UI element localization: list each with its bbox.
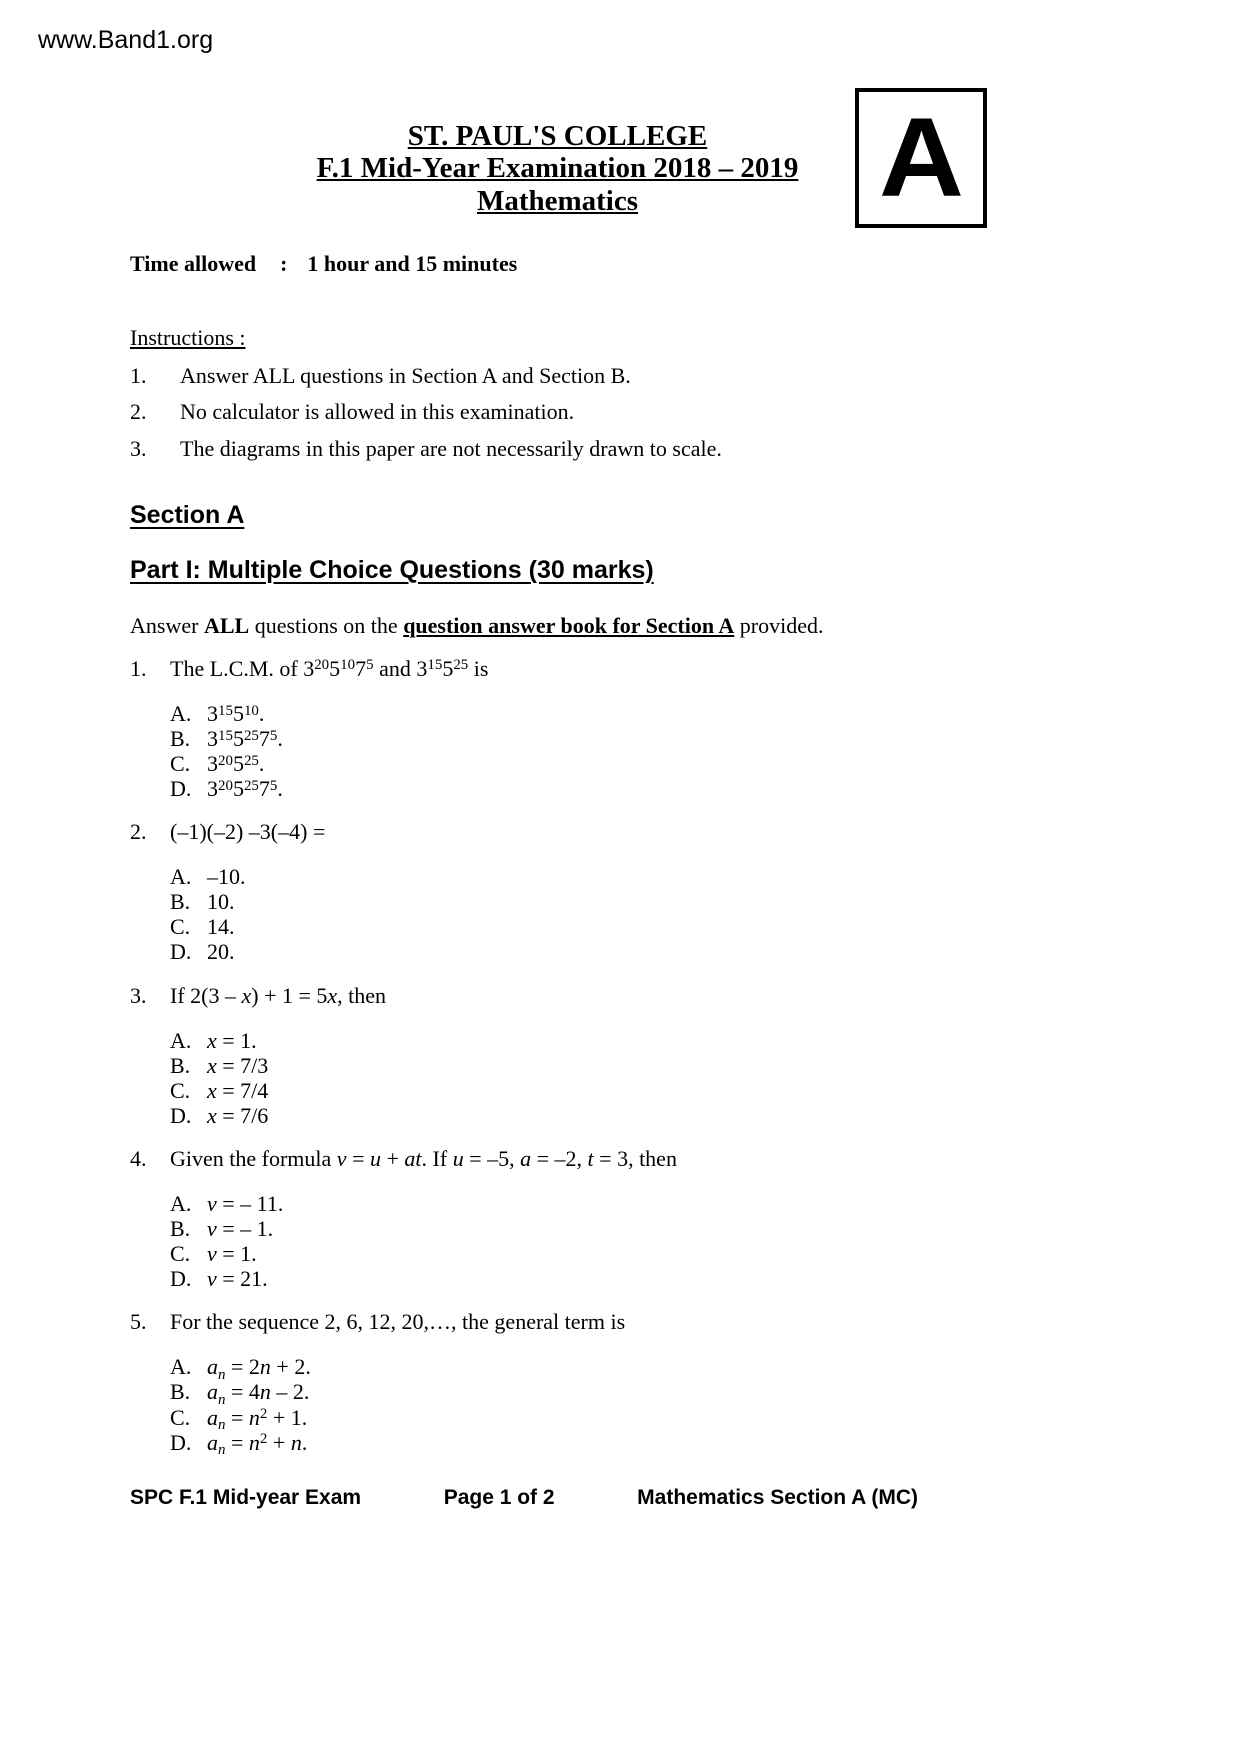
title-subject: Mathematics (476, 184, 639, 217)
option-row (170, 1266, 1130, 1291)
option-row (170, 864, 1130, 889)
option-text: 14. (207, 914, 235, 940)
option-text: $3^{20}5^{25}7^5$. (207, 776, 283, 802)
option-label: A. (170, 864, 192, 890)
option-label: D. (170, 1102, 192, 1128)
option-text: 10. (207, 889, 235, 915)
option-row (170, 751, 1130, 776)
option-label: A. (170, 1190, 192, 1216)
footer-center: Page 1 of 2 (443, 1486, 555, 1509)
option-label: B. (170, 1379, 191, 1405)
instruction-text: Answer ALL questions in Section A and Section B. (180, 363, 631, 389)
option-label: D. (170, 776, 192, 802)
option-label: D. (170, 1266, 192, 1292)
question-number: 5. (130, 1309, 147, 1335)
instructions-list (130, 363, 1130, 460)
options-list (170, 701, 1130, 801)
footer-left: SPC F.1 Mid-year Exam (130, 1486, 362, 1509)
option-text: $3^{15}5^{10}$. (207, 700, 265, 726)
instruction-number: 1. (130, 363, 147, 389)
option-row (170, 889, 1130, 914)
question-number: 2. (130, 819, 147, 845)
question-number: 4. (130, 1145, 147, 1171)
option-text: v = – 11. (207, 1190, 284, 1216)
instruction-text: The diagrams in this paper are not necessarily drawn to scale. (180, 435, 722, 461)
exam-title (130, 120, 985, 217)
question-stem: If 2(3 – x) + 1 = 5x, then (170, 982, 387, 1008)
option-row (170, 1103, 1130, 1128)
time-allowed-value: 1 hour and 15 minutes (307, 251, 518, 277)
title-exam: F.1 Mid-Year Examination 2018 – 2019 (316, 152, 799, 185)
question-4 (130, 1146, 1130, 1291)
option-row (170, 1404, 1130, 1433)
option-label: D. (170, 939, 192, 965)
time-allowed (130, 251, 1130, 277)
instruction-item (130, 436, 1130, 461)
options-list (170, 864, 1130, 964)
option-row (170, 1354, 1130, 1383)
watermark: www.Band1.org (38, 26, 214, 54)
instruction-item (130, 363, 1130, 388)
option-row (170, 701, 1130, 726)
instruction-item (130, 399, 1130, 424)
option-text: x = 7/6 (207, 1102, 269, 1128)
option-text: $3^{20}5^{25}$. (207, 750, 265, 776)
option-text: v = – 1. (207, 1216, 274, 1242)
option-label: C. (170, 1077, 191, 1103)
option-label: C. (170, 1241, 191, 1267)
page-content (130, 0, 1130, 1458)
page-footer (130, 1486, 918, 1510)
option-label: A. (170, 1027, 192, 1053)
option-label: A. (170, 700, 192, 726)
question-stem: For the sequence 2, 6, 12, 20,…, the general term is (170, 1309, 626, 1335)
option-row (170, 1191, 1130, 1216)
options-list (170, 1191, 1130, 1291)
time-allowed-colon: : (280, 251, 288, 277)
instruction-number: 3. (130, 435, 147, 461)
instruction-text: No calculator is allowed in this examination. (180, 399, 575, 425)
option-label: C. (170, 1404, 191, 1430)
question-number: 3. (130, 982, 147, 1008)
option-text: $3^{15}5^{25}7^5$. (207, 725, 283, 751)
question-stem: The L.C.M. of $3^{20}5^{10}7^5$ and $3^{15}5^{25}$ is (170, 655, 489, 681)
option-text: $a_n = n^2 + 1$. (207, 1404, 308, 1433)
question-1 (130, 656, 1130, 801)
options-list (170, 1028, 1130, 1128)
part-1-heading: Part I: Multiple Choice Questions (30 marks) (130, 555, 654, 584)
question-2 (130, 819, 1130, 964)
time-allowed-label: Time allowed (130, 251, 257, 277)
options-list (170, 1354, 1130, 1458)
option-row (170, 1429, 1130, 1458)
option-row (170, 1241, 1130, 1266)
option-text: x = 7/4 (207, 1077, 269, 1103)
option-row (170, 1379, 1130, 1408)
answer-instruction: Answer ALL questions on the question answer book for Section A provided. (130, 612, 824, 638)
title-college: ST. PAUL'S COLLEGE (407, 120, 708, 152)
option-label: A. (170, 1354, 192, 1380)
question-5 (130, 1309, 1130, 1458)
option-label: B. (170, 889, 191, 915)
question-stem: (–1)(–2) –3(–4) = (170, 819, 326, 845)
question-stem: Given the formula v = u + at. If u = –5, a = –2, t = 3, then (170, 1145, 677, 1171)
option-label: B. (170, 725, 191, 751)
option-text: $a_n = 2n + 2$. (207, 1354, 311, 1383)
section-a-heading: Section A (130, 500, 245, 529)
option-text: $a_n = 4n - 2$. (207, 1379, 310, 1408)
option-label: C. (170, 914, 191, 940)
questions-list (130, 655, 1130, 1458)
question-3 (130, 983, 1130, 1128)
option-text: v = 1. (207, 1241, 257, 1267)
option-label: D. (170, 1429, 192, 1455)
instruction-number: 2. (130, 399, 147, 425)
option-text: x = 1. (207, 1027, 257, 1053)
option-text: v = 21. (207, 1266, 268, 1292)
option-row (170, 939, 1130, 964)
question-number: 1. (130, 655, 147, 681)
option-text: –10. (207, 864, 246, 890)
option-text: 20. (207, 939, 235, 965)
option-text: $a_n = n^2 + n$. (207, 1429, 308, 1458)
instructions-heading: Instructions : (130, 325, 246, 351)
option-row (170, 726, 1130, 751)
option-text: x = 7/3 (207, 1052, 269, 1078)
footer-right: Mathematics Section A (MC) (637, 1486, 918, 1509)
version-letter: A (878, 95, 964, 220)
option-row (170, 1028, 1130, 1053)
option-label: B. (170, 1216, 191, 1242)
option-label: B. (170, 1052, 191, 1078)
option-row (170, 1078, 1130, 1103)
option-label: C. (170, 750, 191, 776)
option-row (170, 776, 1130, 801)
option-row (170, 1053, 1130, 1078)
option-row (170, 914, 1130, 939)
option-row (170, 1216, 1130, 1241)
